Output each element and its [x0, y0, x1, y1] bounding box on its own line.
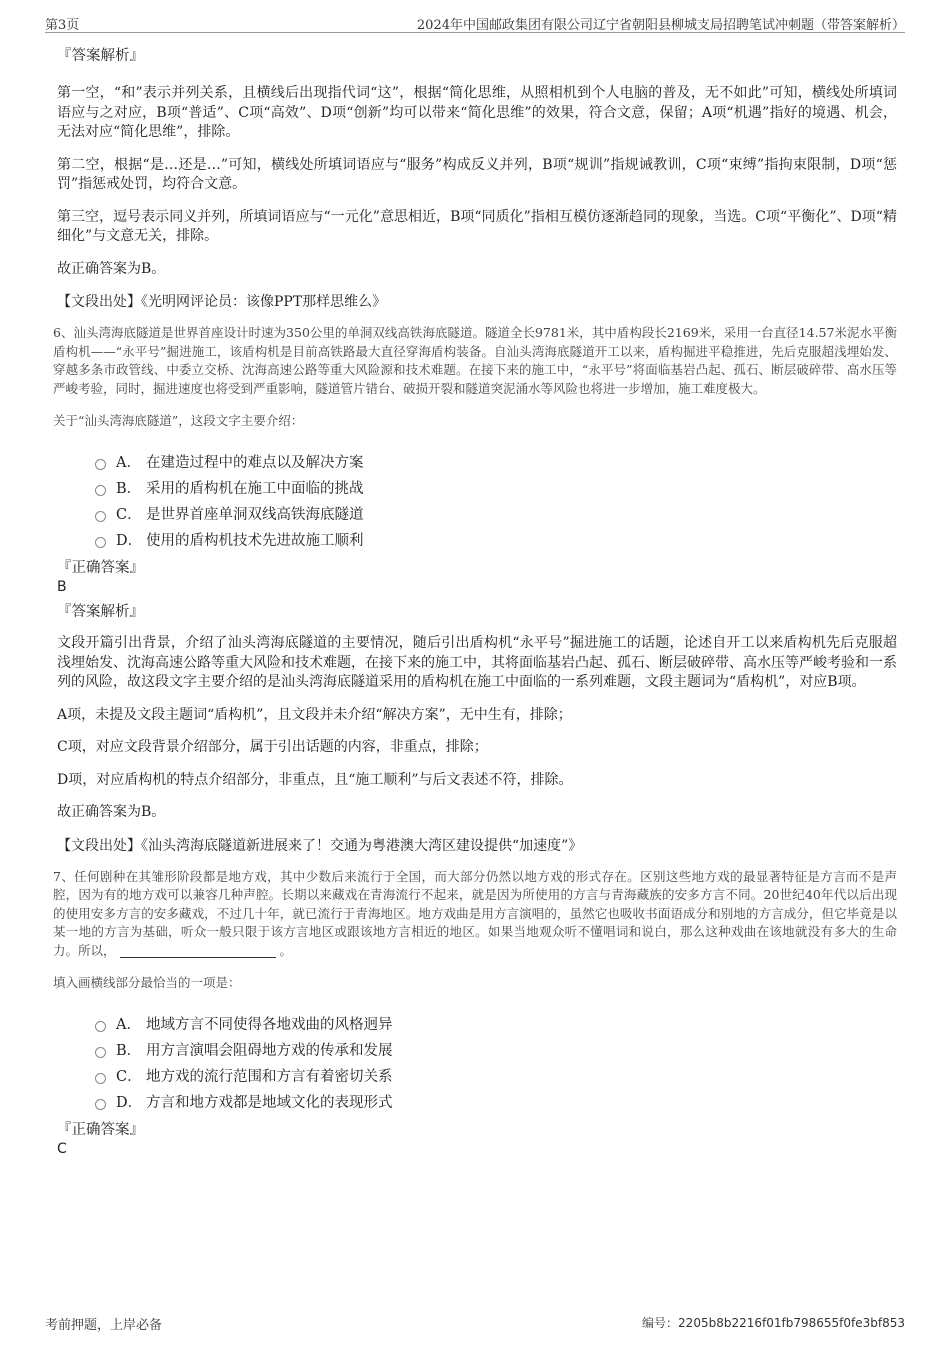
option-letter: B． [116, 1042, 142, 1059]
radio-icon[interactable] [95, 1047, 106, 1058]
fill-blank [120, 945, 276, 958]
option-text: 在建造过程中的难点以及解决方案 [146, 454, 364, 471]
q6-option-a[interactable] [95, 448, 897, 474]
q6-question-text: 6、汕头湾海底隧道是世界首座设计时速为350公里的单洞双线高铁海底隧道。隧道全长9781米，其中盾构段长2169米，采用一台直径14.57米泥水平衡盾构机——“永平号”掘进施工，该盾构机是目前高铁路最大直径穿海盾构装备。自汕头湾海底隧道开工以来，盾构掘进平稳推进，先后克服超浅埋始发、穿越多条市政管线、中委立交桥、沈海高速公路等重大风险源和技术难题。在接下来的施工中，“永平号”将面临基岩凸起、孤石、断层破碎带、高水压等严峻考验，同时，掘进速度也将受到严重影响，隧道管片错台、破损开裂和隧道突泥涌水等风险也将进一步增加，施工难度极大。 [53, 325, 897, 396]
q5-analysis-paragraph-3: 第三空，逗号表示同义并列，所填词语应与“一元化”意思相近，B项“同质化”指相互模仿逐渐趋同的现象，当选。C项“平衡化”、D项“精细化”与文意无关，排除。 [57, 208, 897, 244]
option-text: 是世界首座单洞双线高铁海底隧道 [146, 506, 364, 523]
q7-prompt: 填入画横线部分最恰当的一项是： [53, 975, 241, 990]
option-text: 地域方言不同使得各地戏曲的风格迥异 [146, 1016, 393, 1033]
option-text: 地方戏的流行范围和方言有着密切关系 [146, 1068, 393, 1085]
q5-analysis-paragraph-2: 第二空，根据“是…还是…”可知，横线处所填词语应与“服务”构成反义并列，B项“规训”指规诫教训，C项“束缚”指拘束限制，D项“惩罚”指惩戒处罚，均符合文意。 [57, 156, 897, 192]
radio-icon[interactable] [95, 1073, 106, 1084]
option-letter: C． [116, 506, 142, 523]
option-text: 采用的盾构机在施工中面临的挑战 [146, 480, 364, 497]
radio-icon[interactable] [95, 459, 106, 470]
q6-source: 【文段出处】《汕头湾海底隧道新进展来了！交通为粤港澳大湾区建设提供“加速度”》 [57, 837, 583, 854]
option-text: 使用的盾构机技术先进故施工顺利 [146, 532, 364, 549]
q7-answer-label: 『正确答案』 [57, 1122, 144, 1138]
q6-options [95, 448, 897, 552]
option-letter: C． [116, 1068, 142, 1085]
q6-analysis-paragraph-4: D项，对应盾构机的特点介绍部分，非重点，且“施工顺利”与后文表述不符，排除。 [57, 771, 573, 788]
q7-text-after: 。 [279, 942, 293, 958]
option-letter: A． [116, 454, 141, 471]
q7-answer: C [57, 1141, 67, 1157]
radio-icon[interactable] [95, 485, 106, 496]
q5-source: 【文段出处】《光明网评论员：该像PPT那样思维么》 [57, 294, 387, 310]
q7-option-c[interactable] [95, 1062, 897, 1088]
q6-answer: B [57, 579, 67, 595]
q5-analysis-conclusion: 故正确答案为B。 [57, 260, 166, 277]
q7-option-d[interactable] [95, 1088, 897, 1114]
radio-icon[interactable] [95, 1021, 106, 1032]
q6-analysis-paragraph-3: C项，对应文段背景介绍部分，属于引出话题的内容，非重点，排除； [57, 739, 488, 755]
q7-options [95, 1010, 897, 1114]
q6-analysis-paragraph-2: A项，未提及文段主题词“盾构机”，且文段并未介绍“解决方案”，无中生有，排除； [57, 706, 572, 723]
option-text: 方言和地方戏都是地域文化的表现形式 [146, 1094, 393, 1111]
q6-analysis-label: 『答案解析』 [57, 604, 144, 620]
radio-icon[interactable] [95, 511, 106, 522]
option-letter: D． [116, 1094, 143, 1111]
page-footer [45, 1314, 905, 1332]
option-letter: A． [116, 1016, 141, 1033]
option-letter: D． [116, 532, 143, 549]
page-number: 第3页 [45, 18, 80, 33]
q7-question-text [53, 868, 897, 961]
q5-analysis-paragraph-1: 第一空，“和”表示并列关系，且横线后出现指代词“这”，根据“简化思维，从照相机到个人电脑的普及，无不如此”可知，横线处所填词语应与之对应，B项“普适”、C项“高效”、D项“创新”均可以带来“简化思维”的效果，符合文意，保留；A项“机遇”指好的境遇、机会，无法对应“简化思维”，排除。 [57, 85, 897, 140]
q6-option-c[interactable] [95, 500, 897, 526]
page-header [45, 12, 905, 33]
q5-analysis-label: 『答案解析』 [57, 48, 144, 64]
q6-analysis-paragraph-1: 文段开篇引出背景，介绍了汕头湾海底隧道的主要情况，随后引出盾构机“永平号”掘进施工的话题，论述自开工以来盾构机先后克服超浅埋始发、沈海高速公路等重大风险和技术难题，在接下来的施工中，其将面临基岩凸起、孤石、断层破碎带、高水压等严峻考验和一系列的风险，故这段文字主要介绍的是汕头湾海底隧道采用的盾构机在施工中面临的一系列难题，文段主题词为“盾构机”，对应B项。 [57, 635, 897, 690]
q7-option-b[interactable] [95, 1036, 897, 1062]
q6-prompt: 关于“汕头湾海底隧道”，这段文字主要介绍： [53, 413, 304, 428]
q6-analysis-conclusion: 故正确答案为B。 [57, 804, 166, 820]
q6-answer-label: 『正确答案』 [57, 560, 144, 576]
option-text: 用方言演唱会阻碍地方戏的传承和发展 [146, 1042, 393, 1059]
q7-text-before: 7、任何剧种在其雏形阶段都是地方戏，其中少数后来流行于全国，而大部分仍然以地方戏的形式存在。区别这些地方戏的最显著特征是方言而不是声腔，因为有的地方戏可以兼容几种声腔。长期以来藏戏在青海流行不起来，就是因为所使用的方言与青海藏族的安多方言不同。20世纪40年代以后出现的使用安多方言的安多藏戏，不过几十年，就已流行于青海地区。地方戏曲是用方言演唱的，虽然它也吸收书面语成分和别地的方言成分，但它毕竟是以某一地的方言为基础，听众一般只限于该方言地区或跟该地方言相近的地区。如果当地观众听不懂唱词和说白，那么这种戏曲在该地就没有多大的生命力。所以， [53, 868, 897, 958]
q6-option-d[interactable] [95, 526, 897, 552]
q7-option-a[interactable] [95, 1010, 897, 1036]
footer-slogan: 考前押题，上岸必备 [45, 1318, 163, 1333]
q6-option-b[interactable] [95, 474, 897, 500]
radio-icon[interactable] [95, 537, 106, 548]
document-id: 编号：2205b8b2216f01fb798655f0fe3bf853 [642, 1316, 905, 1330]
document-title: 2024年中国邮政集团有限公司辽宁省朝阳县柳城支局招聘笔试冲刺题（带答案解析） [416, 18, 905, 33]
radio-icon[interactable] [95, 1099, 106, 1110]
page-content [53, 46, 897, 1164]
option-letter: B． [116, 480, 142, 497]
